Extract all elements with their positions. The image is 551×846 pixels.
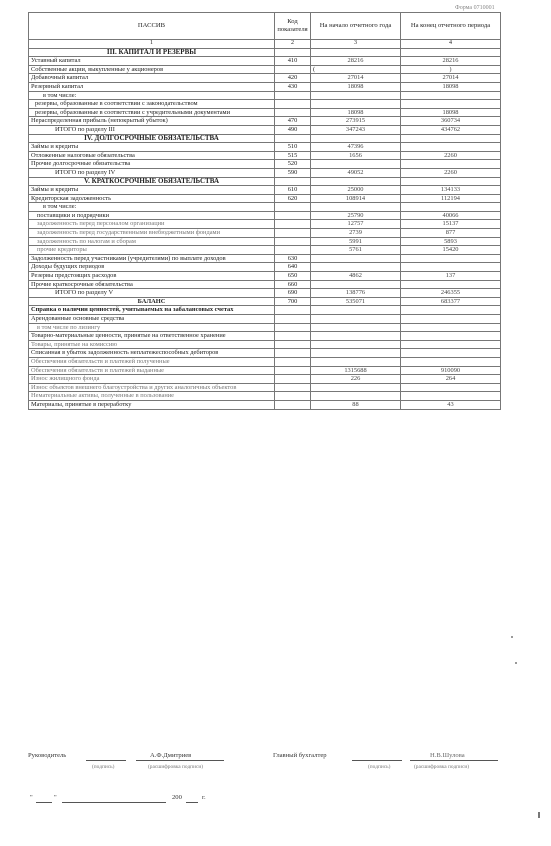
head-signature-line bbox=[86, 760, 126, 761]
section-title-row bbox=[29, 48, 501, 57]
row-code: 640 bbox=[275, 263, 311, 272]
row-code: 510 bbox=[275, 143, 311, 152]
table-row bbox=[29, 332, 501, 341]
row-name: Займы и кредиты bbox=[29, 186, 275, 195]
row-name: Прочие краткосрочные обязательства bbox=[29, 280, 275, 289]
row-name: задолженность перед персоналом организации bbox=[29, 220, 275, 229]
row-end-value: 112194 bbox=[401, 194, 501, 203]
head-name-line bbox=[136, 760, 224, 761]
scan-speck bbox=[515, 662, 517, 664]
row-name: Доходы будущих периодов bbox=[29, 263, 275, 272]
row-start-value: 1315688 bbox=[311, 366, 401, 375]
row-name: ИТОГО по разделу III bbox=[29, 125, 275, 134]
row-code: 650 bbox=[275, 272, 311, 281]
row-name: Займы и кредиты bbox=[29, 143, 275, 152]
row-start-value: 25790 bbox=[311, 211, 401, 220]
section-title: V. КРАТКОСРОЧНЫЕ ОБЯЗАТЕЛЬСТВА bbox=[29, 177, 275, 186]
table-row bbox=[29, 400, 501, 409]
row-start-value: 4862 bbox=[311, 272, 401, 281]
table-row bbox=[29, 151, 501, 160]
row-end-value: 18098 bbox=[401, 82, 501, 91]
row-code: 620 bbox=[275, 194, 311, 203]
date-day-line bbox=[36, 802, 52, 803]
row-code: 490 bbox=[275, 125, 311, 134]
row-end-value: 18098 bbox=[401, 108, 501, 117]
table-row bbox=[29, 383, 501, 392]
row-end-value bbox=[401, 160, 501, 169]
row-name: БАЛАНС bbox=[29, 297, 275, 306]
row-code: 470 bbox=[275, 117, 311, 126]
row-code: 420 bbox=[275, 74, 311, 83]
row-start-value: 27014 bbox=[311, 74, 401, 83]
row-code: 660 bbox=[275, 280, 311, 289]
accountant-signature-line bbox=[352, 760, 402, 761]
table-row bbox=[29, 280, 501, 289]
row-name: Собственные акции, выкупленные у акционеров bbox=[29, 65, 275, 74]
row-name: в том числе: bbox=[29, 203, 275, 212]
row-name: Товары, принятые на комиссию bbox=[29, 340, 275, 349]
row-end-value: 360734 bbox=[401, 117, 501, 126]
row-end-value: 2260 bbox=[401, 168, 501, 177]
table-row bbox=[29, 315, 501, 324]
row-start-value: 18098 bbox=[311, 82, 401, 91]
row-start-value: 138776 bbox=[311, 289, 401, 298]
row-start-value: 1656 bbox=[311, 151, 401, 160]
row-start-value: 5761 bbox=[311, 246, 401, 255]
row-name: Уставный капитал bbox=[29, 57, 275, 66]
row-end-value: 2260 bbox=[401, 151, 501, 160]
table-row bbox=[29, 254, 501, 263]
date-year-suffix: г. bbox=[202, 794, 206, 801]
row-start-value: 18098 bbox=[311, 108, 401, 117]
scan-speck bbox=[538, 812, 540, 818]
liabilities-table bbox=[28, 12, 501, 410]
row-name: Нематериальные активы, полученные в пользование bbox=[29, 392, 275, 401]
row-code: 700 bbox=[275, 297, 311, 306]
table-row bbox=[29, 272, 501, 281]
row-code: 410 bbox=[275, 57, 311, 66]
row-start-value: 12757 bbox=[311, 220, 401, 229]
table-row bbox=[29, 143, 501, 152]
head-sign-caption: (подпись) bbox=[92, 764, 115, 770]
row-name: ИТОГО по разделу IV bbox=[29, 168, 275, 177]
reference-title-row bbox=[29, 306, 501, 315]
row-end-value: 27014 bbox=[401, 74, 501, 83]
col-num-2: 2 bbox=[275, 40, 311, 49]
form-number: Форма 0710001 bbox=[455, 5, 495, 11]
row-name: Товарно-материальные ценности, принятые на ответственное хранение bbox=[29, 332, 275, 341]
row-name: Добавочный капитал bbox=[29, 74, 275, 83]
section-total-row bbox=[29, 168, 501, 177]
row-end-value: ) bbox=[401, 65, 501, 74]
row-start-value: ( bbox=[311, 65, 401, 74]
table-row bbox=[29, 323, 501, 332]
row-name: в том числе по лизингу bbox=[29, 323, 275, 332]
col-num-1: 1 bbox=[29, 40, 275, 49]
table-row bbox=[29, 366, 501, 375]
row-name: Списанная в убыток задолженность неплатежеспособных дебиторов bbox=[29, 349, 275, 358]
row-start-value: 347243 bbox=[311, 125, 401, 134]
row-start-value bbox=[311, 160, 401, 169]
table-row bbox=[29, 203, 501, 212]
table-row bbox=[29, 108, 501, 117]
table-header bbox=[29, 13, 501, 40]
row-name: Кредиторская задолженность bbox=[29, 194, 275, 203]
row-name: поставщики и подрядчики bbox=[29, 211, 275, 220]
table-row bbox=[29, 392, 501, 401]
row-name: Износ объектов внешнего благоустройства и других аналогичных объектов bbox=[29, 383, 275, 392]
row-name: задолженность перед государственными внебюджетными фондами bbox=[29, 229, 275, 238]
table-row bbox=[29, 375, 501, 384]
row-code: 520 bbox=[275, 160, 311, 169]
col-name-header: ПАССИВ bbox=[29, 13, 275, 40]
row-start-value: 108914 bbox=[311, 194, 401, 203]
column-numbers bbox=[29, 40, 501, 49]
table-row bbox=[29, 246, 501, 255]
section-title: III. КАПИТАЛ И РЕЗЕРВЫ bbox=[29, 48, 275, 57]
table-row bbox=[29, 100, 501, 109]
row-name: резервы, образованные в соответствии с законодательством bbox=[29, 100, 275, 109]
row-name: Обеспечения обязательств и платежей выданные bbox=[29, 366, 275, 375]
row-start-value: 2739 bbox=[311, 229, 401, 238]
col-end-header: На конец отчетного периода bbox=[401, 13, 501, 40]
head-name: А.Ф.Дмитриев bbox=[150, 752, 192, 759]
row-start-value: 88 bbox=[311, 400, 401, 409]
row-end-value: 5893 bbox=[401, 237, 501, 246]
row-code: 630 bbox=[275, 254, 311, 263]
row-code: 515 bbox=[275, 151, 311, 160]
row-end-value: 28216 bbox=[401, 57, 501, 66]
section-title: IV. ДОЛГОСРОЧНЫЕ ОБЯЗАТЕЛЬСТВА bbox=[29, 134, 275, 143]
row-start-value: 535071 bbox=[311, 297, 401, 306]
table-row bbox=[29, 186, 501, 195]
date-year-line bbox=[186, 802, 198, 803]
table-row bbox=[29, 220, 501, 229]
row-start-value: 49052 bbox=[311, 168, 401, 177]
row-name: прочие кредиторы bbox=[29, 246, 275, 255]
date-month-line bbox=[62, 802, 166, 803]
row-end-value: 137 bbox=[401, 272, 501, 281]
row-name: Материалы, принятые в переработку bbox=[29, 400, 275, 409]
date-year: 200 bbox=[172, 794, 182, 801]
table-row bbox=[29, 74, 501, 83]
row-start-value: 273915 bbox=[311, 117, 401, 126]
col-start-header: На начало отчетного года bbox=[311, 13, 401, 40]
row-end-value bbox=[401, 143, 501, 152]
row-end-value: 246355 bbox=[401, 289, 501, 298]
row-end-value: 15137 bbox=[401, 220, 501, 229]
row-end-value: 15420 bbox=[401, 246, 501, 255]
head-signature-label: Руководитель bbox=[28, 752, 67, 759]
table-row bbox=[29, 349, 501, 358]
accountant-sign-caption: (подпись) bbox=[368, 764, 391, 770]
accountant-signature-label: Главный бухгалтер bbox=[273, 752, 327, 759]
section-total-row bbox=[29, 125, 501, 134]
row-start-value: 47396 bbox=[311, 143, 401, 152]
table-row bbox=[29, 211, 501, 220]
table-row bbox=[29, 117, 501, 126]
row-code bbox=[275, 65, 311, 74]
row-end-value: 40066 bbox=[401, 211, 501, 220]
row-code: 690 bbox=[275, 289, 311, 298]
row-end-value: 134133 bbox=[401, 186, 501, 195]
table-row bbox=[29, 229, 501, 238]
row-name: Нераспределенная прибыль (непокрытый убыток) bbox=[29, 117, 275, 126]
table-row bbox=[29, 57, 501, 66]
col-code-header: Код показателя bbox=[275, 13, 311, 40]
row-name: Обеспечения обязательств и платежей полученные bbox=[29, 357, 275, 366]
table-row bbox=[29, 91, 501, 100]
row-code: 430 bbox=[275, 82, 311, 91]
head-decode-caption: (расшифровка подписи) bbox=[148, 764, 204, 770]
row-name: Резервный капитал bbox=[29, 82, 275, 91]
table-row bbox=[29, 357, 501, 366]
section-title-row bbox=[29, 134, 501, 143]
row-name: Арендованные основные средства bbox=[29, 315, 275, 324]
row-start-value: 25000 bbox=[311, 186, 401, 195]
accountant-name: Н.В.Шулова bbox=[430, 752, 465, 759]
row-end-value: 43 bbox=[401, 400, 501, 409]
table-row bbox=[29, 194, 501, 203]
section-title-row bbox=[29, 177, 501, 186]
scan-speck bbox=[511, 636, 513, 638]
row-end-value: 877 bbox=[401, 229, 501, 238]
row-end-value: 910090 bbox=[401, 366, 501, 375]
table-row bbox=[29, 160, 501, 169]
row-name: Задолженность перед участниками (учредителями) по выплате доходов bbox=[29, 254, 275, 263]
row-start-value: 28216 bbox=[311, 57, 401, 66]
table-row bbox=[29, 82, 501, 91]
date-quote-open: " bbox=[30, 794, 33, 801]
row-start-value: 5991 bbox=[311, 237, 401, 246]
accountant-name-line bbox=[410, 760, 498, 761]
row-name: Износ жилищного фонда bbox=[29, 375, 275, 384]
table-row bbox=[29, 65, 501, 74]
row-name: ИТОГО по разделу V bbox=[29, 289, 275, 298]
balance-row bbox=[29, 297, 501, 306]
row-name: Резервы предстоящих расходов bbox=[29, 272, 275, 281]
section-total-row bbox=[29, 289, 501, 298]
col-num-4: 4 bbox=[401, 40, 501, 49]
col-num-3: 3 bbox=[311, 40, 401, 49]
row-code: 590 bbox=[275, 168, 311, 177]
row-start-value: 226 bbox=[311, 375, 401, 384]
row-end-value: 434762 bbox=[401, 125, 501, 134]
row-end-value: 683377 bbox=[401, 297, 501, 306]
table-row bbox=[29, 263, 501, 272]
table-row bbox=[29, 237, 501, 246]
row-name: Прочие долгосрочные обязательства bbox=[29, 160, 275, 169]
date-quote-close: " bbox=[54, 794, 57, 801]
row-name: задолженность по налогам и сборам bbox=[29, 237, 275, 246]
row-name: резервы, образованные в соответствии с учредительными документами bbox=[29, 108, 275, 117]
row-code: 610 bbox=[275, 186, 311, 195]
reference-title: Справка о наличии ценностей, учитываемых на забалансовых счетах bbox=[29, 306, 275, 315]
row-name: Отложенные налоговые обязательства bbox=[29, 151, 275, 160]
accountant-decode-caption: (расшифровка подписи) bbox=[414, 764, 470, 770]
row-end-value: 264 bbox=[401, 375, 501, 384]
table-row bbox=[29, 340, 501, 349]
row-name: в том числе: bbox=[29, 91, 275, 100]
